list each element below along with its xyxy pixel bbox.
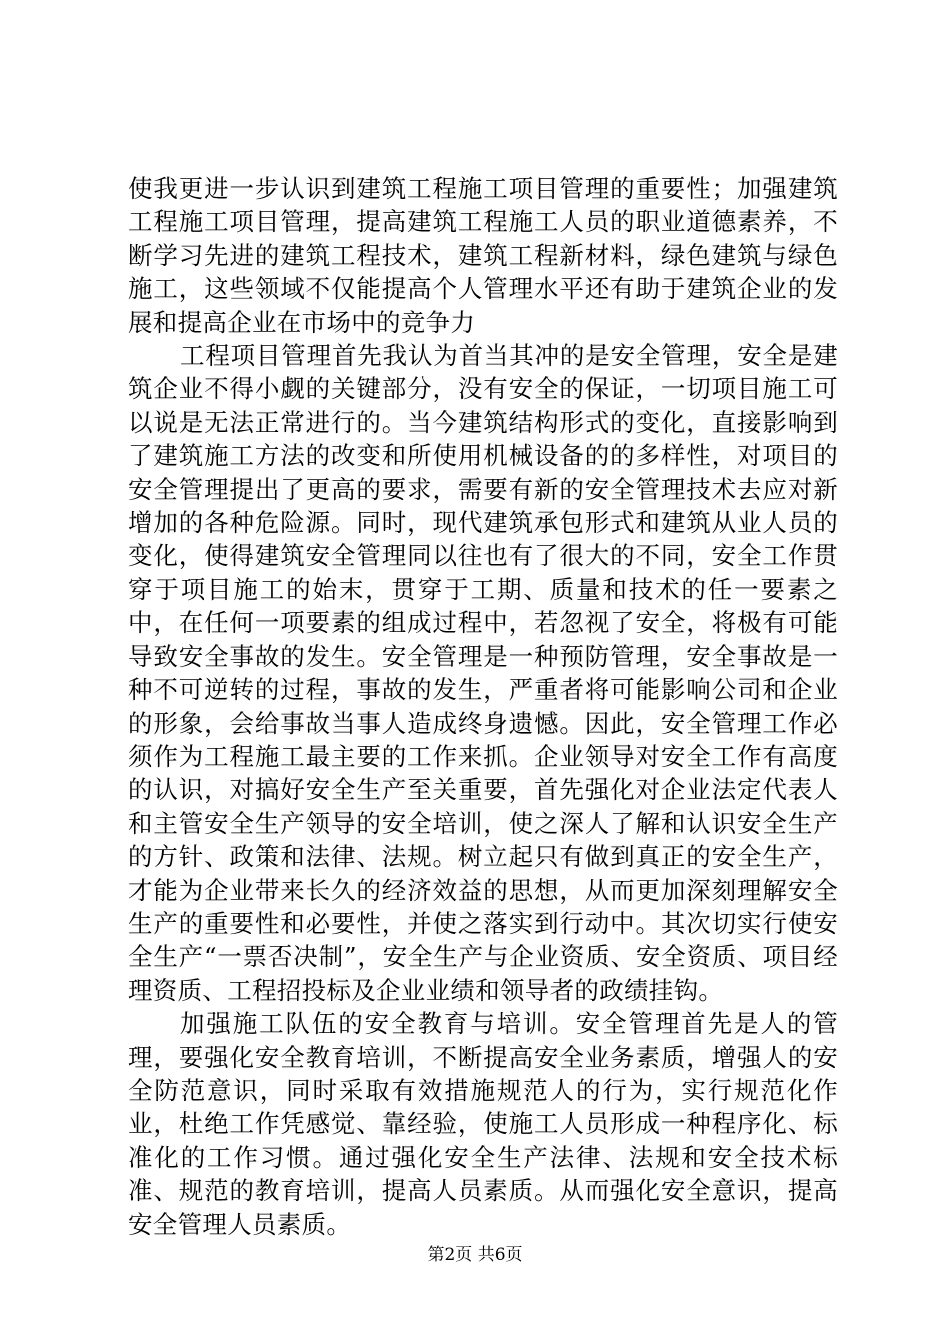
paragraph-3: 加强施工队伍的安全教育与培训。安全管理首先是人的管理，要强化安全教育培训，不断提高安全业务素质，增强人的安全防范意识，同时采取有效措施规范人的行为，实行规范化作业，杜绝工作凭感觉、靠经验，使施工人员形成一种程序化、标准化的工作习惯。通过强化安全生产法律、法规和安全技术标准、规范的教育培训，提高人员素质。从而强化安全意识，提高安全管理人员素质。 <box>128 1009 838 1239</box>
body-text <box>128 172 838 1241</box>
page-number-label: 第2页 共6页 <box>427 1245 523 1265</box>
paragraph-2: 工程项目管理首先我认为首当其冲的是安全管理，安全是建筑企业不得小觑的关键部分，没有安全的保证，一切项目施工可以说是无法正常进行的。当今建筑结构形式的变化，直接影响到了建筑施工方法的改变和所使用机械设备的的多样性，对项目的安全管理提出了更高的要求，需要有新的安全管理技术去应对新增加的各种危险源。同时，现代建筑承包形式和建筑从业人员的变化，使得建筑安全管理同以往也有了很大的不同，安全工作贯穿于项目施工的始末，贯穿于工期、质量和技术的任一要素之中，在任何一项要素的组成过程中，若忽视了安全，将极有可能导致安全事故的发生。安全管理是一种预防管理，安全事故是一种不可逆转的过程，事故的发生，严重者将可能影响公司和企业的形象，会给事故当事人造成终身遗憾。因此，安全管理工作必须作为工程施工最主要的工作来抓。企业领导对安全工作有高度的认识，对搞好安全生产至关重要，首先强化对企业法定代表人和主管安全生产领导的安全培训，使之深人了解和认识安全生产的方针、政策和法律、法规。树立起只有做到真正的安全生产，才能为企业带来长久的经济效益的思想，从而更加深刻理解安全生产的重要性和必要性，并使之落实到行动中。其次切实行使安全生产“一票否决制”，安全生产与企业资质、安全资质、项目经理资质、工程招投标及企业业绩和领导者的政绩挂钩。 <box>128 341 838 1005</box>
page-footer <box>0 1244 950 1266</box>
paragraph-1: 使我更进一步认识到建筑工程施工项目管理的重要性；加强建筑工程施工项目管理，提高建筑工程施工人员的职业道德素养，不断学习先进的建筑工程技术，建筑工程新材料，绿色建筑与绿色施工，这些领域不仅能提高个人管理水平还有助于建筑企业的发展和提高企业在市场中的竞争力 <box>128 174 838 337</box>
